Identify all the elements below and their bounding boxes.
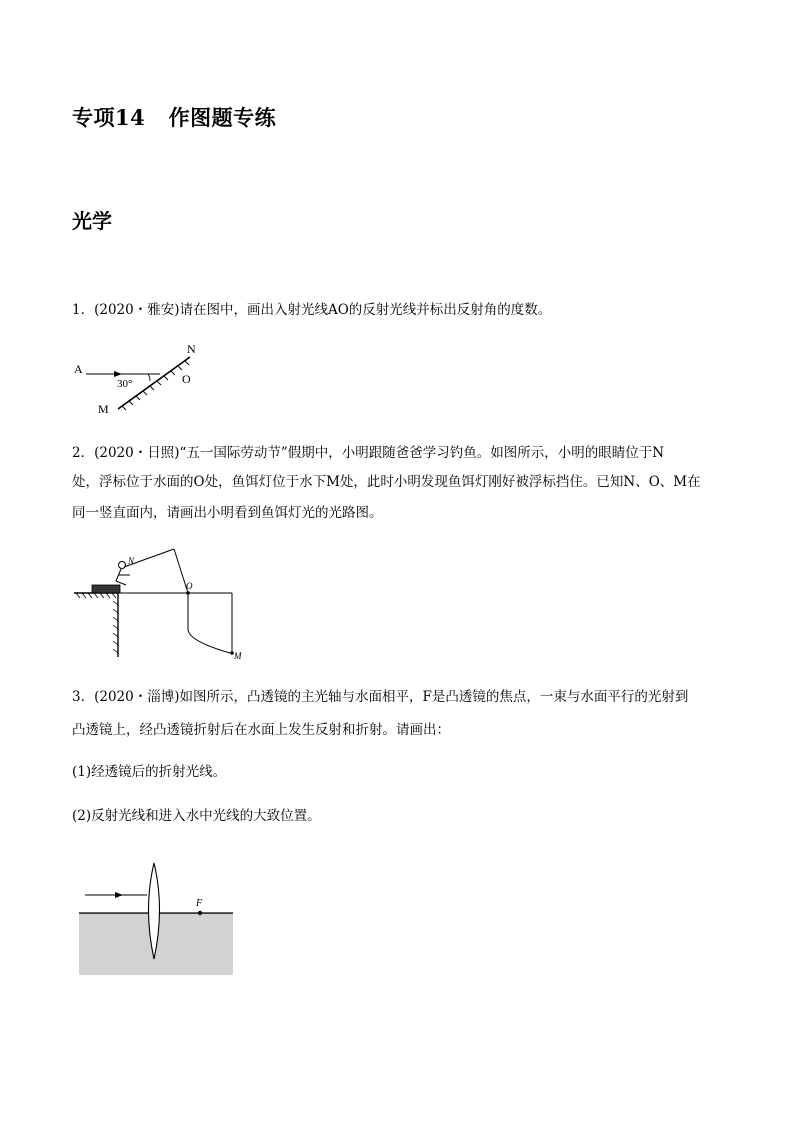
label-o: O: [182, 372, 191, 386]
question-3-diagram: [75, 855, 240, 980]
label-a: A: [74, 362, 83, 376]
label-n: N: [187, 342, 196, 356]
question-2-text-line-3: 同一竖直面内，请画出小明看到鱼饵灯光的光路图。: [72, 505, 383, 521]
label-f: F: [196, 898, 203, 909]
angle-arc: [148, 374, 150, 381]
label-angle: 30°: [117, 378, 133, 390]
label-m: M: [98, 402, 109, 416]
question-2-text-line-2: 处，浮标位于水面的O处，鱼饵灯位于水下M处，此时小明发现鱼饵灯刚好被浮标挡住。已知N、O、M在: [72, 474, 701, 490]
wall-hatch: [113, 601, 118, 653]
fisherman-head: [119, 562, 126, 569]
focal-point: [198, 911, 202, 915]
question-3-text-line-1: 3．(2020・淄博)如图所示，凸透镜的主光轴与水面相平，F是凸透镜的焦点，一束与水面平行的光射到: [72, 689, 689, 705]
question-2-diagram: [70, 545, 260, 665]
incident-ray-arrow: [115, 892, 123, 898]
bank-hatch: [76, 593, 116, 598]
label-o: O: [186, 581, 193, 591]
question-1-diagram: [70, 338, 210, 418]
label-n: N: [128, 556, 135, 566]
fisherman-seat: [92, 585, 120, 593]
page-title: 专项14 作图题专练: [72, 105, 277, 130]
float-point-o: [186, 591, 190, 595]
question-1-text: 1．(2020・雅安)请在图中，画出入射光线AO的反射光线并标出反射角的度数。: [72, 302, 552, 318]
section-heading-optics: 光学: [72, 209, 112, 233]
underwater-line: [188, 593, 230, 653]
question-3-item-2: (2)反射光线和进入水中光线的大致位置。: [72, 808, 321, 824]
question-3-item-1: (1)经透镜后的折射光线。: [72, 764, 227, 780]
fisherman-body: [116, 569, 130, 585]
incident-ray-arrow: [114, 371, 122, 377]
label-m: M: [234, 651, 242, 661]
question-3-text-line-2: 凸透镜上，经凸透镜折射后在水面上发生反射和折射。请画出：: [72, 722, 450, 738]
question-2-text-line-1: 2．(2020・日照)“五一国际劳动节”假期中，小明跟随爸爸学习钓鱼。如图所示，小明的眼睛位于N: [72, 445, 665, 461]
